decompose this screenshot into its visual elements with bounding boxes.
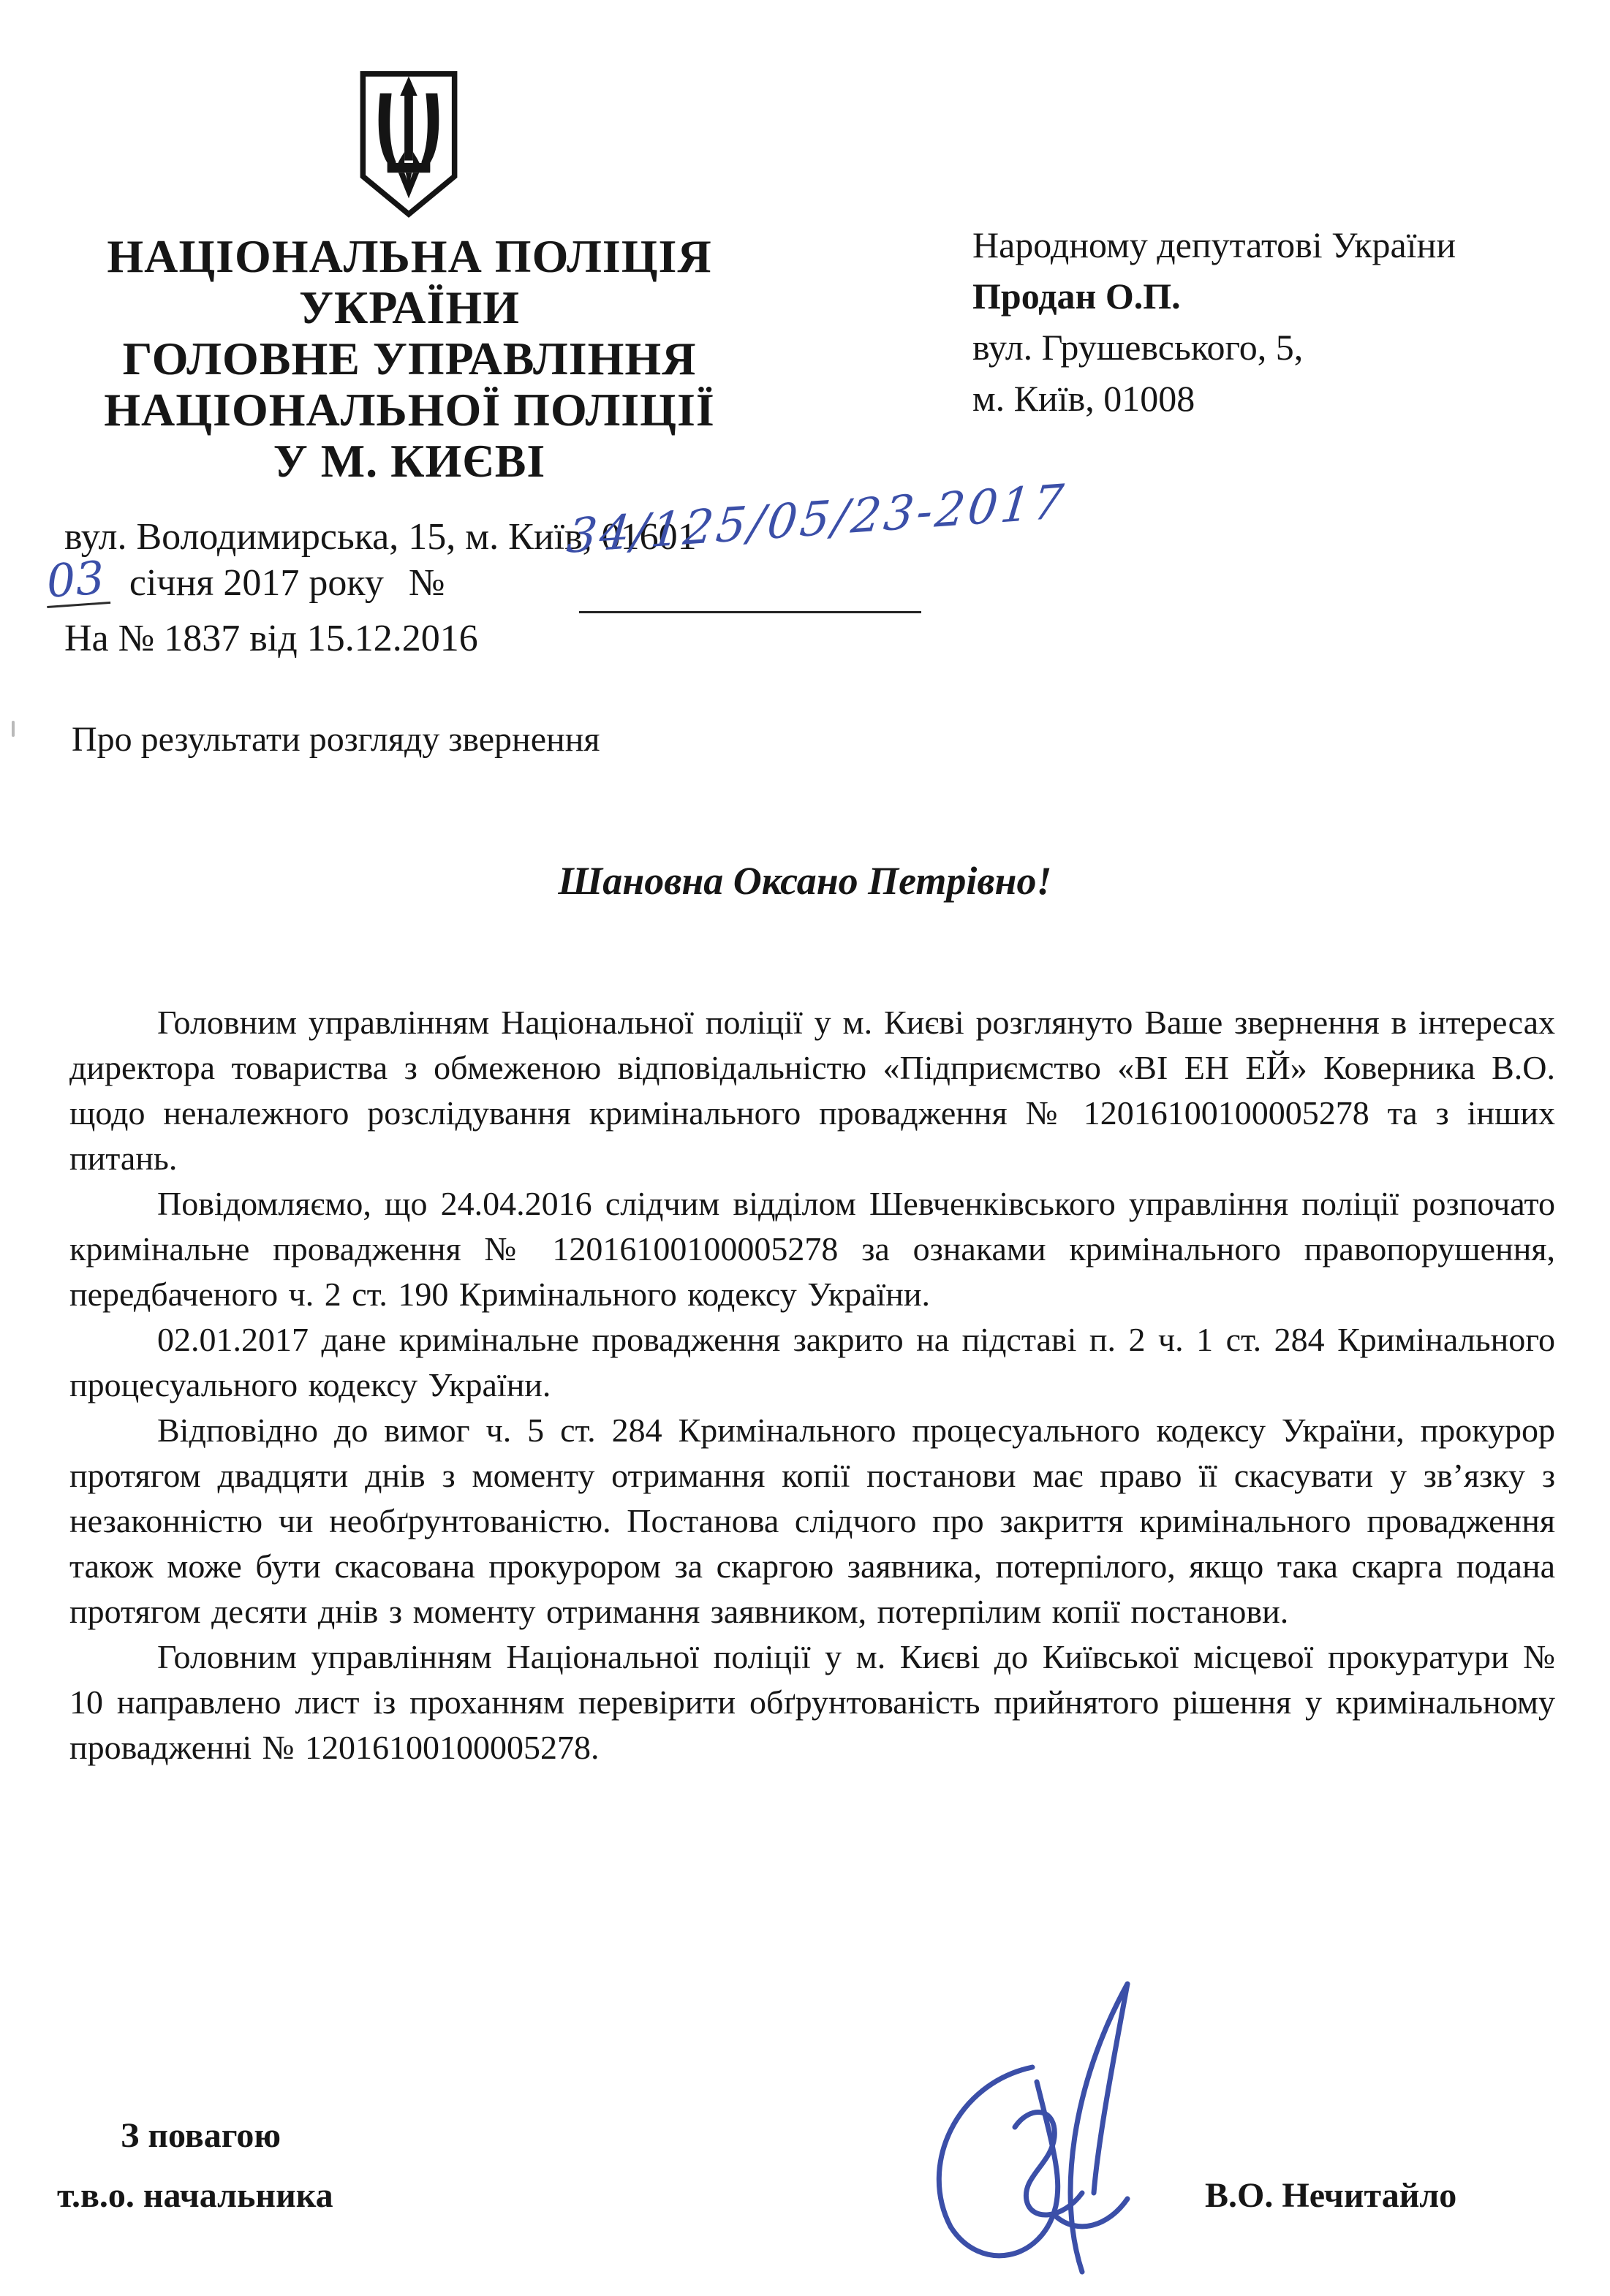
subject-line: Про результати розгляду звернення [72, 720, 600, 759]
handwritten-signature [841, 1974, 1221, 2295]
body-paragraph: Головним управлінням Національної поліції у м. Києві до Київської місцевої прокуратури № 10 направлено лист із проханням перевірити обґрунтованість прийнятого рішення у кримінальному провадженні № 12016100100005278. [69, 1638, 1555, 1766]
body-paragraph: Головним управлінням Національної поліції у м. Києві розглянуто Ваше звернення в інтересах директора товариства з обмеженою відповідальністю «Підприємство «ВІ ЕН ЕЙ» Коверника В.О. щодо неналежного розслідування кримінального провадження № 12016100100005278 та з інших питань. [69, 1004, 1555, 1177]
number-label: № [408, 562, 445, 604]
date-printed: січня 2017 року [129, 562, 384, 604]
signer-title: т.в.о. начальника [57, 2176, 333, 2215]
signer-name: В.О. Нечитайло [1205, 2176, 1457, 2215]
handwritten-outgoing-number: 34/125/05/23-2017 [564, 474, 1069, 565]
signature-closing: З повагою [121, 2116, 281, 2155]
recipient-title: Народному депутатові України [972, 224, 1456, 265]
body-paragraph: Відповідно до вимог ч. 5 ст. 284 Кримінального процесуального кодексу України, прокурор протягом двадцяти днів з моменту отримання копії постанови має право її скасувати у зв’язку з незаконністю чи необґрунтованістю. Постанова слідчого про закриття кримінального провадження також може бути скасована прокурором за скаргою заявника, потерпілого, якщо така скарга подана протягом десяти днів з моменту отримання заявником, потерпілим копії постанови. [69, 1412, 1555, 1630]
org-line: УКРАЇНИ [299, 281, 520, 333]
body-paragraph: 02.01.2017 дане кримінальне провадження закрито на підставі п. 2 ч. 1 ст. 284 Кримінального процесуального кодексу України. [69, 1321, 1555, 1403]
recipient-address-city: м. Київ, 01008 [972, 378, 1195, 419]
recipient-address-street: вул. Грушевського, 5, [972, 327, 1304, 368]
organization-header [44, 231, 775, 487]
org-line: НАЦІОНАЛЬНОЇ ПОЛІЦІЇ [104, 384, 715, 436]
date-row [45, 550, 445, 608]
ukraine-trident-emblem-icon [357, 66, 461, 222]
scan-artifact [12, 721, 15, 737]
handwritten-day: 03 [44, 555, 110, 608]
sender-address: вул. Володимирська, 15, м. Київ, 01601 [64, 516, 697, 558]
org-line: У М. КИЄВІ [273, 435, 546, 487]
org-line: ГОЛОВНЕ УПРАВЛІННЯ [122, 333, 697, 384]
org-line: НАЦІОНАЛЬНА ПОЛІЦІЯ [107, 230, 712, 282]
number-underline [579, 611, 921, 613]
recipient-block [972, 219, 1456, 424]
letter-body [69, 1000, 1555, 1770]
reference-line: На № 1837 від 15.12.2016 [64, 618, 478, 659]
body-paragraph: Повідомляємо, що 24.04.2016 слідчим відділом Шевченківського управління поліції розпочато кримінальне провадження № 12016100100005278 за ознаками кримінального правопорушення, передбаченого ч. 2 ст. 190 Кримінального кодексу України. [69, 1185, 1555, 1313]
salutation: Шановна Оксано Петрівно! [558, 859, 1052, 903]
recipient-name: Продан О.П. [972, 276, 1181, 317]
